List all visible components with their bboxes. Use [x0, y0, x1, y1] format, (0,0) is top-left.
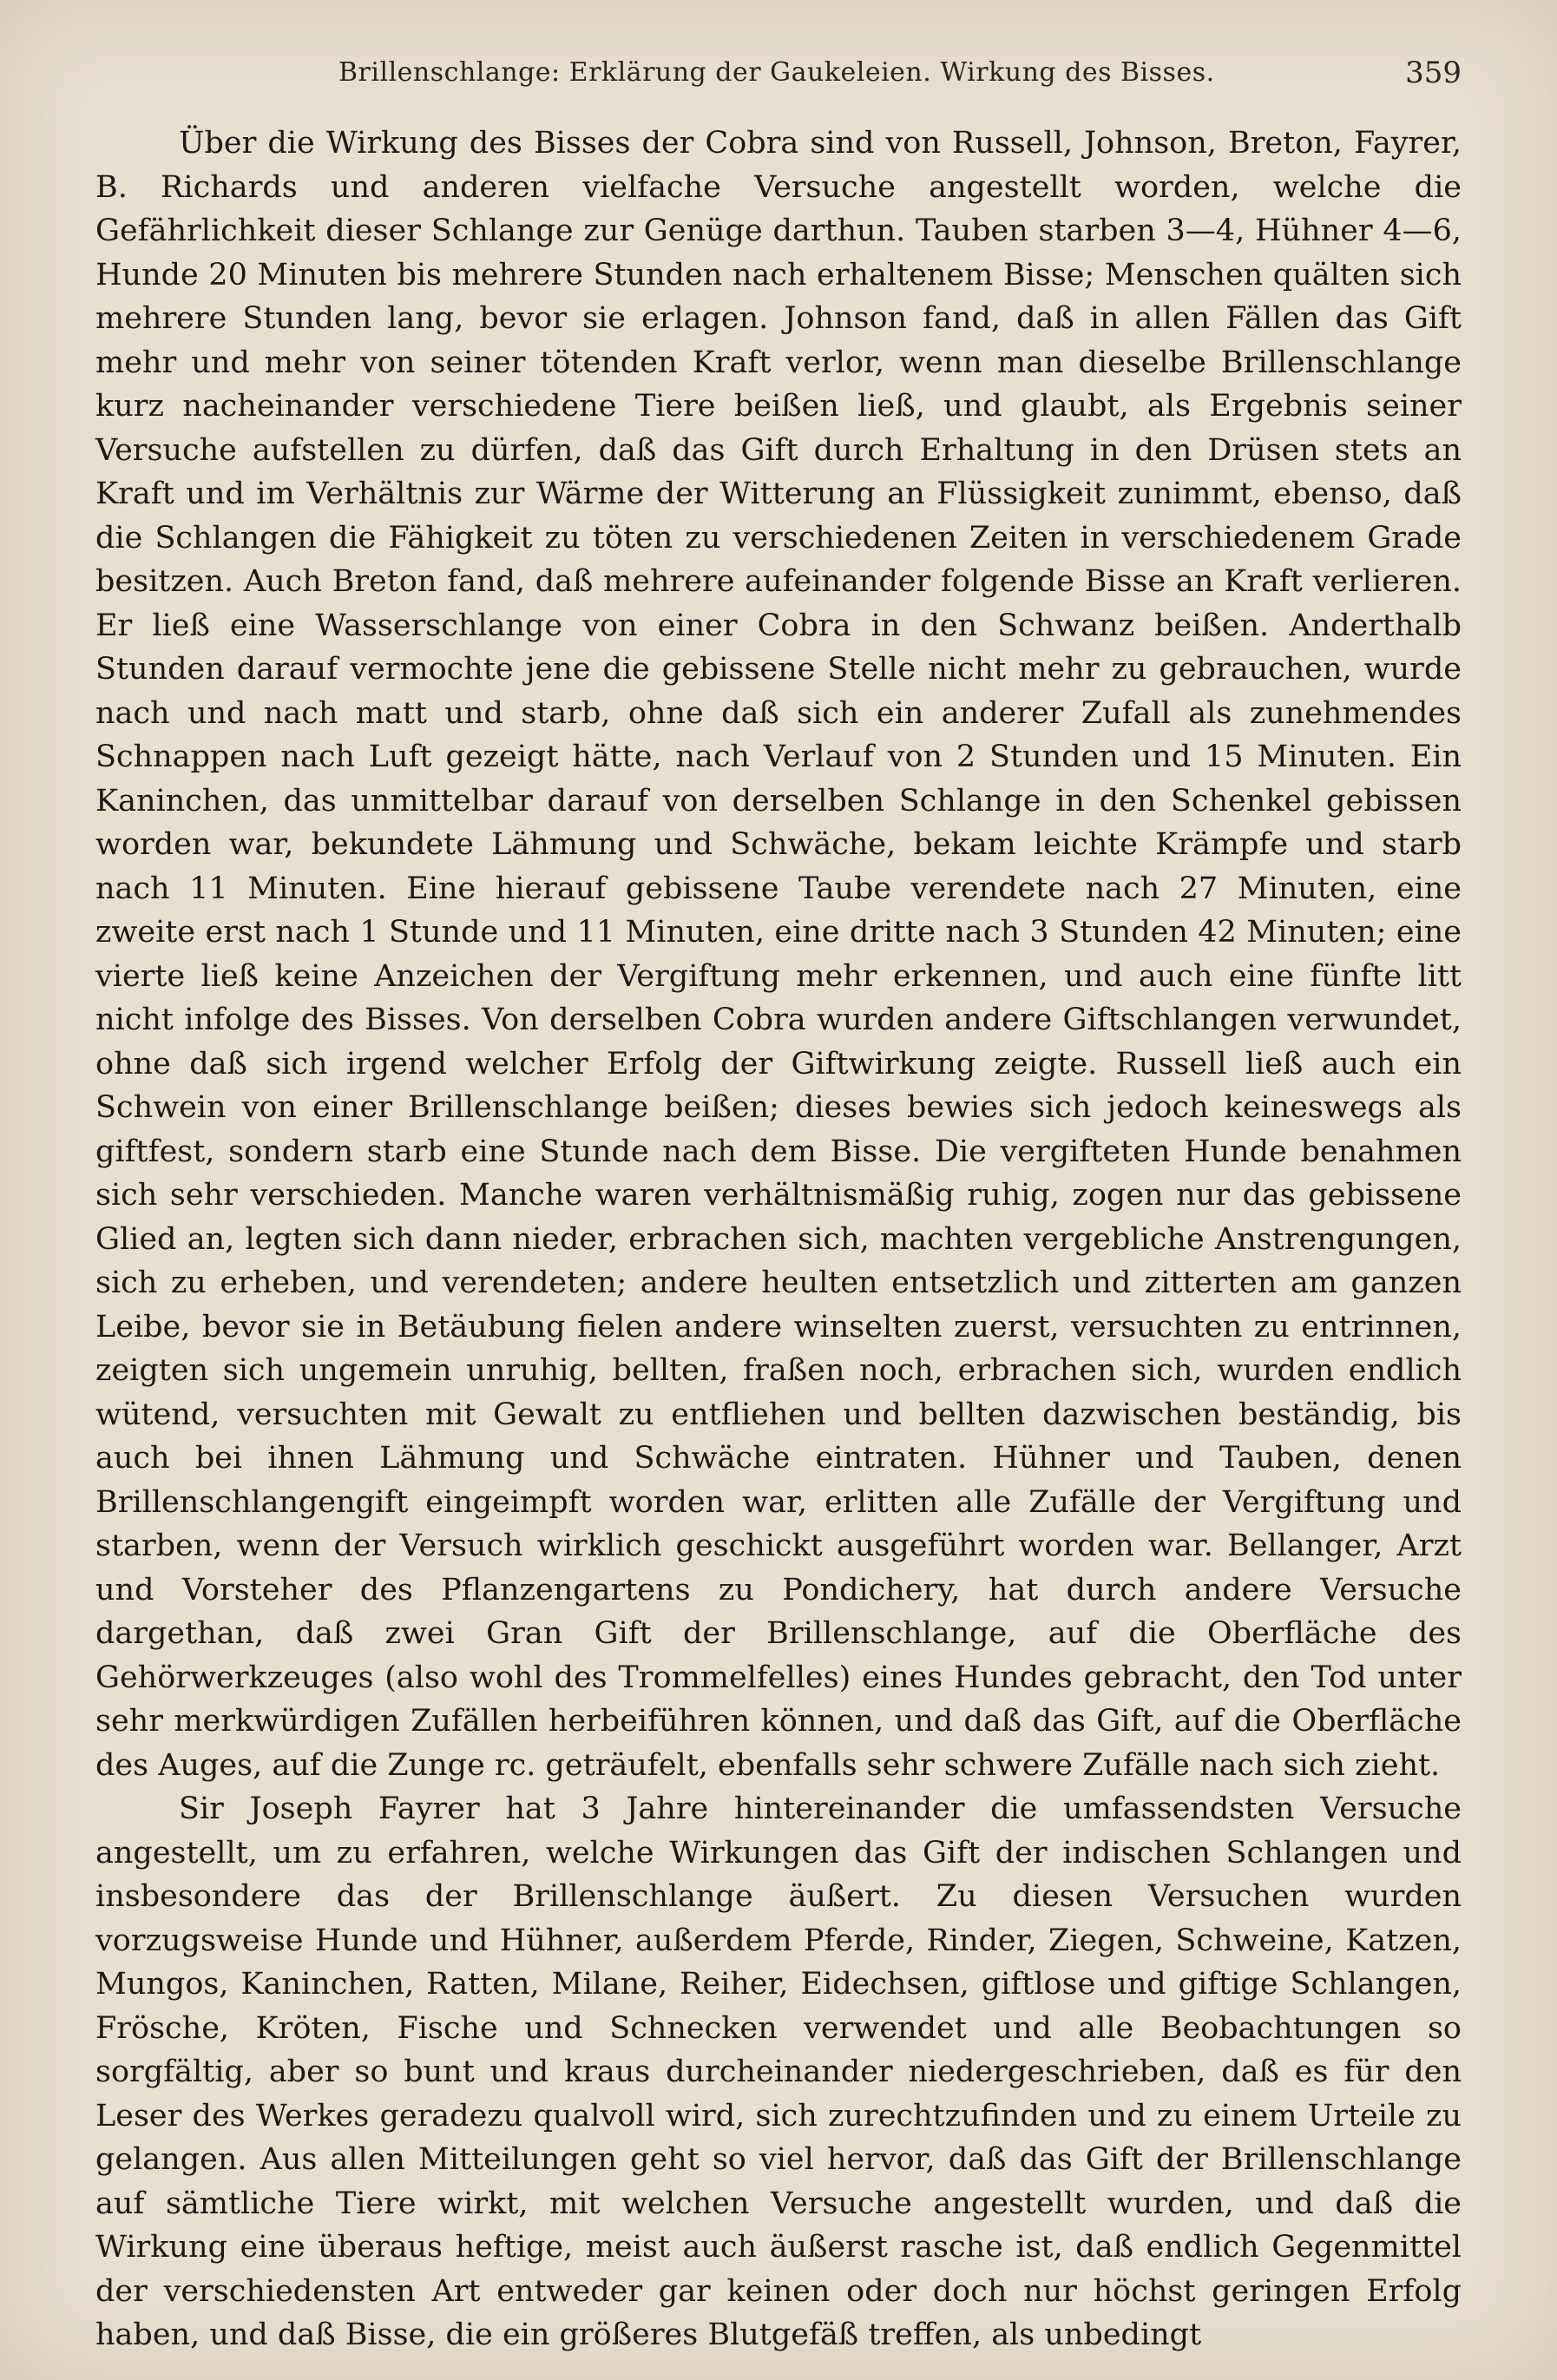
page-number: 359 — [1405, 56, 1462, 90]
page-header — [95, 42, 1462, 94]
text-body — [95, 122, 1462, 2357]
paragraph-2: Sir Joseph Fayrer hat 3 Jahre hintereinander die umfassendsten Versuche angestellt, um zu erfahren, welche Wirkungen das Gift der indischen Schlangen und insbesondere das der Brillenschlange äußert. Zu diesen Versuchen wurden vorzugsweise Hunde und Hühner, außerdem Pferde, Rinder, Ziegen, Schweine, Katzen, Mungos, Kaninchen, Ratten, Milane, Reiher, Eidechsen, giftlose und giftige Schlangen, Frösche, Kröten, Fische und Schnecken verwendet und alle Beobachtungen so sorgfältig, aber so bunt und kraus durcheinander niedergeschrieben, daß es für den Leser des Werkes geradezu qualvoll wird, sich zurechtzufinden und zu einem Urteile zu gelangen. Aus allen Mitteilungen geht so viel hervor, daß das Gift der Brillenschlange auf sämtliche Tiere wirkt, mit welchen Versuche angestellt wurden, und daß die Wirkung eine überaus heftige, meist auch äußerst rasche ist, daß endlich Gegenmittel der verschiedensten Art entweder gar keinen oder doch nur höchst geringen Erfolg haben, und daß Bisse, die ein größeres Blutgefäß treffen, als unbedingt — [95, 1792, 1462, 2352]
paragraph-1: Über die Wirkung des Bisses der Cobra sind von Russell, Johnson, Breton, Fayrer, B. Richards und anderen vielfache Versuche angestellt worden, welche die Gefährlichkeit dieser Schlange zur Genüge darthun. Tauben starben 3—4, Hühner 4—6, Hunde 20 Minuten bis mehrere Stunden nach erhaltenem Bisse; Menschen quälten sich mehrere Stunden lang, bevor sie erlagen. Johnson fand, daß in allen Fällen das Gift mehr und mehr von seiner tötenden Kraft verlor, wenn man dieselbe Brillenschlange kurz nacheinander verschiedene Tiere beißen ließ, und glaubt, als Ergebnis seiner Versuche aufstellen zu dürfen, daß das Gift durch Erhaltung in den Drüsen stets an Kraft und im Verhältnis zur Wärme der Witterung an Flüssigkeit zunimmt, ebenso, daß die Schlangen die Fähigkeit zu töten zu verschiedenen Zeiten in verschiedenem Grade besitzen. Auch Breton fand, daß mehrere aufeinander folgende Bisse an Kraft verlieren. Er ließ eine Wasserschlange von einer Cobra in den Schwanz beißen. Anderthalb Stunden darauf vermochte jene die gebissene Stelle nicht mehr zu gebrauchen, wurde nach und nach matt und starb, ohne daß sich ein anderer Zufall als zunehmendes Schnappen nach Luft gezeigt hätte, nach Verlauf von 2 Stunden und 15 Minuten. Ein Kaninchen, das unmittelbar darauf von derselben Schlange in den Schenkel gebissen worden war, bekundete Lähmung und Schwäche, bekam leichte Krämpfe und starb nach 11 Minuten. Eine hierauf gebissene Taube verendete nach 27 Minuten, eine zweite erst nach 1 Stunde und 11 Minuten, eine dritte nach 3 Stunden 42 Minuten; eine vierte ließ keine Anzeichen der Vergiftung mehr erkennen, und auch eine fünfte litt nicht infolge des Bisses. Von derselben Cobra wurden andere Giftschlangen verwundet, ohne daß sich irgend welcher Erfolg der Giftwirkung zeigte. Russell ließ auch ein Schwein von einer Brillenschlange beißen; dieses bewies sich jedoch keineswegs als giftfest, sondern starb eine Stunde nach dem Bisse. Die vergifteten Hunde benahmen sich sehr verschieden. Manche waren verhältnismäßig ruhig, zogen nur das gebissene Glied an, legten sich dann nieder, erbrachen sich, machten vergebliche Anstrengungen, sich zu erheben, und verendeten; andere heulten entsetzlich und zitterten am ganzen Leibe, bevor sie in Betäubung fielen andere winselten zuerst, versuchten zu entrinnen, zeigten sich ungemein unruhig, bellten, fraßen noch, erbrachen sich, wurden endlich wütend, versuchten mit Gewalt zu entfliehen und bellten dazwischen beständig, bis auch bei ihnen Lähmung und Schwäche eintraten. Hühner und Tauben, denen Brillenschlangengift eingeimpft worden war, erlitten alle Zufälle der Vergiftung und starben, wenn der Versuch wirklich geschickt ausgeführt worden war. Bellanger, Arzt und Vorsteher des Pflanzengartens zu Pondichery, hat durch andere Versuche dargethan, daß zwei Gran Gift der Brillenschlange, auf die Oberfläche des Gehörwerkzeuges (also wohl des Trommelfelles) eines Hundes gebracht, den Tod unter sehr merkwürdigen Zufällen herbeiführen können, und daß das Gift, auf die Oberfläche des Auges, auf die Zunge rc. geträufelt, ebenfalls sehr schwere Zufälle nach sich zieht. — [95, 126, 1462, 1783]
running-head: Brillenschlange: Erklärung der Gaukeleien. Wirkung des Bisses. — [338, 57, 1215, 88]
